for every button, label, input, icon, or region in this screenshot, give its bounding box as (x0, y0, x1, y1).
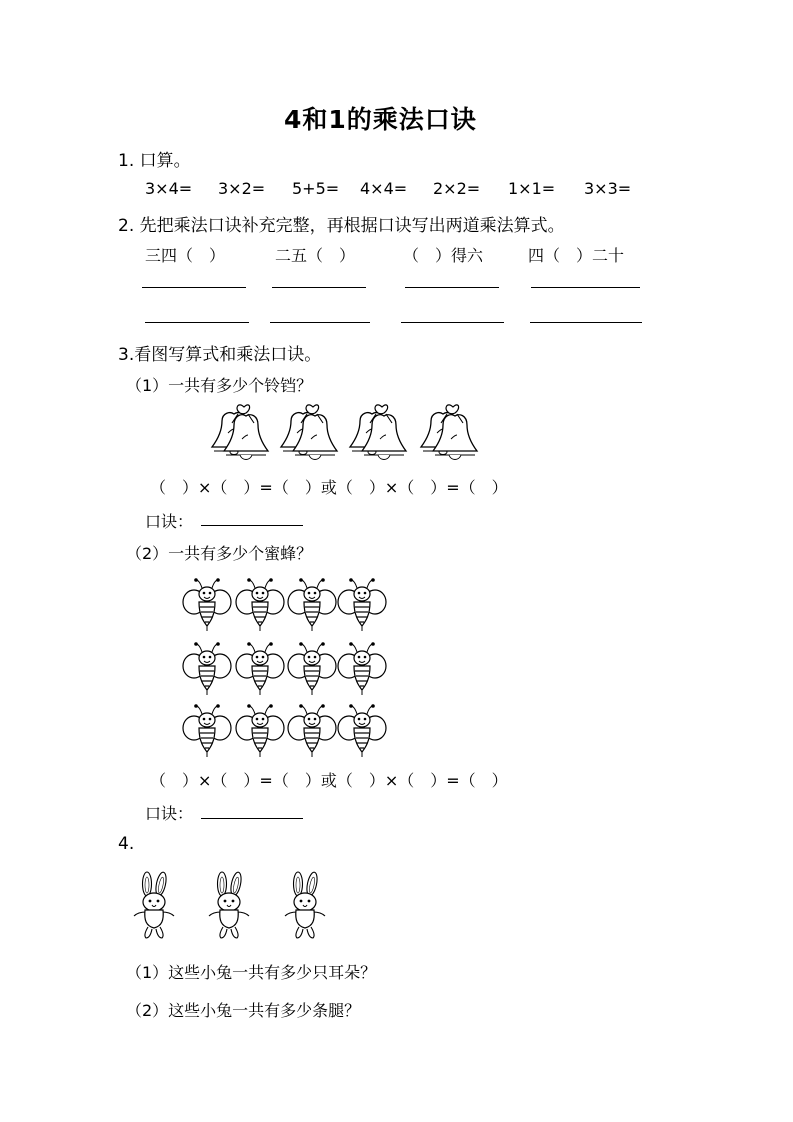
q3-part1-question: （1）一共有多少个铃铛？ (126, 376, 313, 395)
q4-part1-question: （1）这些小兔一共有多少只耳朵？ (126, 963, 377, 982)
q3-label: 3.看图写算式和乘法口诀。 (118, 345, 322, 365)
q3-part2-equation: （ ）×（ ）=（ ）或（ ）×（ ）=（ ） (150, 771, 508, 790)
q4-label: 4. (118, 834, 135, 854)
q1-item: 3×2= (218, 179, 266, 198)
q2-item: 二五（ ） (275, 246, 356, 265)
bee-icon (337, 640, 387, 696)
bee-icon (235, 576, 285, 632)
bee-icon (337, 576, 387, 632)
answer-line[interactable] (270, 322, 370, 323)
kou-jue-answer-line[interactable] (201, 525, 303, 526)
answer-line[interactable] (272, 287, 366, 288)
bell-pair-icon (208, 405, 268, 463)
bee-icon (182, 640, 232, 696)
kou-jue-answer-line[interactable] (201, 818, 303, 819)
q1-item: 5+5= (292, 179, 340, 198)
q1-label: 1. 口算。 (118, 151, 191, 171)
rabbit-icon (207, 872, 253, 942)
bee-icon (337, 702, 387, 758)
answer-line[interactable] (530, 322, 642, 323)
bell-pair-icon (346, 405, 406, 463)
bee-icon (235, 640, 285, 696)
q2-item: 三四（ ） (145, 246, 226, 265)
bee-icon (182, 576, 232, 632)
rabbit-icon (283, 872, 329, 942)
q2-item: （ ）得六 (403, 246, 484, 265)
q1-item: 3×3= (584, 179, 632, 198)
bee-icon (287, 576, 337, 632)
q1-item: 2×2= (433, 179, 481, 198)
answer-line[interactable] (145, 322, 249, 323)
q2-item: 四（ ）二十 (528, 246, 625, 265)
kou-jue-label: 口诀： (145, 804, 194, 823)
q2-label: 2. 先把乘法口诀补充完整，再根据口诀写出两道乘法算式。 (118, 216, 565, 236)
q4-part2-question: （2）这些小兔一共有多少条腿？ (126, 1001, 361, 1020)
q3-part1-equation: （ ）×（ ）=（ ）或（ ）×（ ）=（ ） (150, 478, 508, 497)
bee-icon (287, 640, 337, 696)
q1-item: 1×1= (508, 179, 556, 198)
answer-line[interactable] (405, 287, 499, 288)
answer-line[interactable] (142, 287, 246, 288)
answer-line[interactable] (401, 322, 504, 323)
q3-part2-question: （2）一共有多少个蜜蜂？ (126, 544, 313, 563)
bee-icon (235, 702, 285, 758)
kou-jue-label: 口诀： (145, 512, 194, 531)
q1-item: 3×4= (145, 179, 193, 198)
q1-item: 4×4= (360, 179, 408, 198)
answer-line[interactable] (531, 287, 640, 288)
bell-pair-icon (417, 405, 477, 463)
bee-icon (287, 702, 337, 758)
rabbit-icon (132, 872, 178, 942)
page-title: 4和1的乘法口诀 (284, 105, 477, 134)
bee-icon (182, 702, 232, 758)
bell-pair-icon (277, 405, 337, 463)
